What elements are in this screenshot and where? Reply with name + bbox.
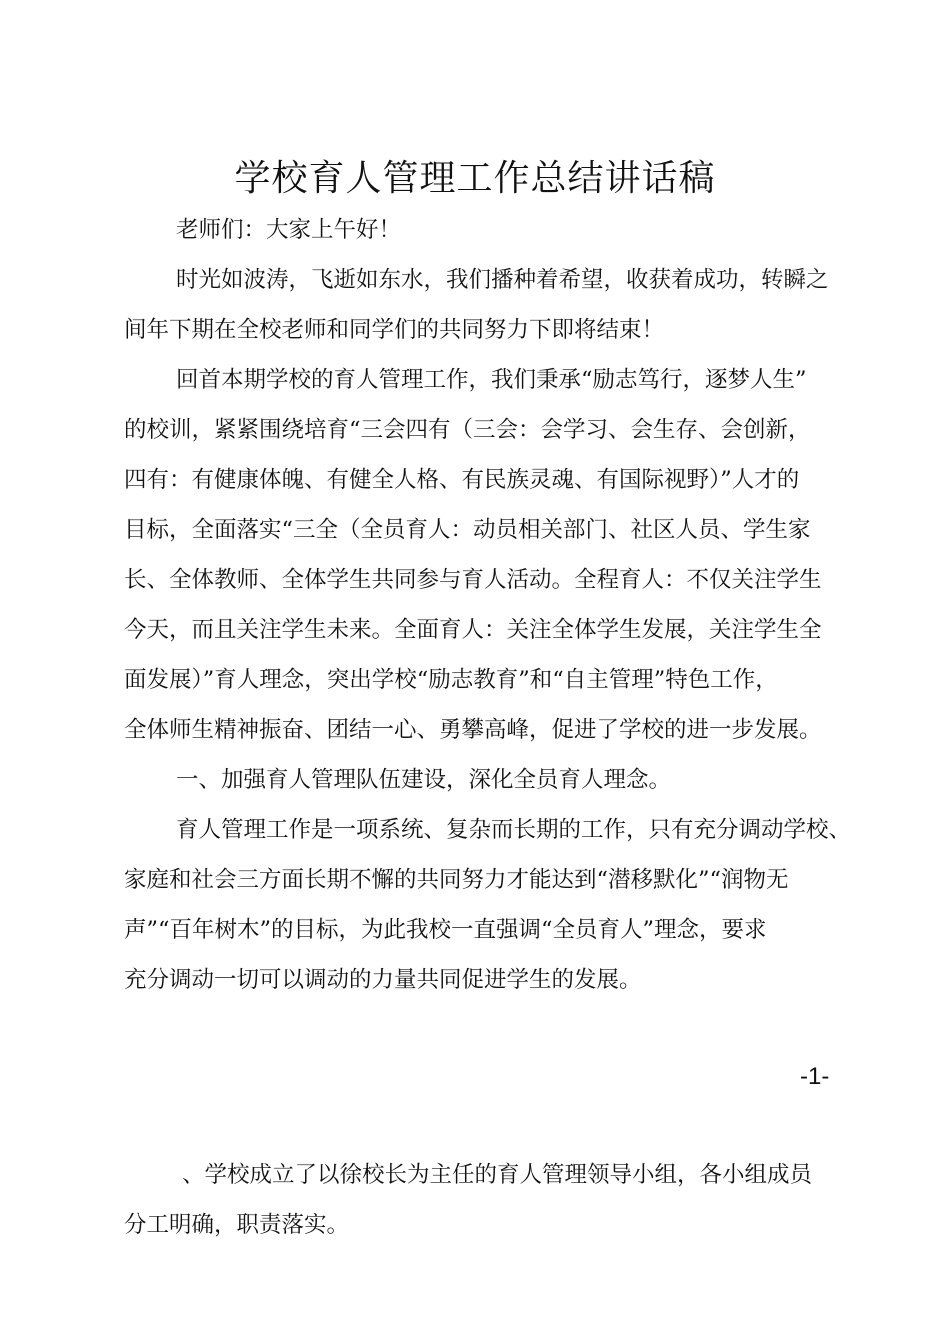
paragraph-2-line-2: 的校训，紧紧围绕培育“三会四有（三会：会学习、会生存、会创新， <box>124 417 811 443</box>
paragraph-2-line-3: 四有：有健康体魄、有健全人格、有民族灵魂、有国际视野）”人才的 <box>124 467 800 493</box>
greeting-line: 老师们：大家上午好！ <box>176 217 402 243</box>
paragraph-2-line-6: 今天，而且关注学生未来。全面育人：关注全体学生发展，关注学生全 <box>124 617 822 643</box>
document-title: 学校育人管理工作总结讲话稿 <box>234 158 716 199</box>
paragraph-2-line-8: 全体师生精神振奋、团结一心、勇攀高峰，促进了学校的进一步发展。 <box>124 717 822 743</box>
paragraph-3-line-3: 声”“百年树木”的目标，为此我校一直强调“全员育人”理念，要求 <box>124 917 767 943</box>
paragraph-4-line-1: 、学校成立了以徐校长为主任的育人管理领导小组，各小组成员 <box>182 1162 813 1188</box>
paragraph-3-line-2: 家庭和社会三方面长期不懈的共同努力才能达到“潜移默化”“润物无 <box>124 867 789 893</box>
section-heading-1: 一、加强育人管理队伍建设，深化全员育人理念。 <box>176 767 672 793</box>
paragraph-2-line-5: 长、全体教师、全体学生共同参与育人活动。全程育人：不仅关注学生 <box>124 567 822 593</box>
paragraph-2-line-4: 目标，全面落实“三全（全员育人：动员相关部门、社区人员、学生家 <box>124 517 811 543</box>
page-number: -1- <box>800 1063 830 1090</box>
paragraph-2-line-7: 面发展）”育人理念，突出学校“励志教育”和“自主管理”特色工作， <box>124 667 778 693</box>
paragraph-3-line-1: 育人管理工作是一项系统、复杂而长期的工作，只有充分调动学校、 <box>176 817 852 843</box>
paragraph-2-line-1: 回首本期学校的育人管理工作，我们秉承“励志笃行，逐梦人生” <box>176 367 807 393</box>
paragraph-1-line-1: 时光如波涛，飞逝如东水，我们播种着希望，收获着成功，转瞬之 <box>176 267 829 293</box>
paragraph-4-line-2: 分工明确，职责落实。 <box>124 1212 350 1238</box>
paragraph-3-line-4: 充分调动一切可以调动的力量共同促进学生的发展。 <box>124 967 642 993</box>
paragraph-1-line-2: 间年下期在全校老师和同学们的共同努力下即将结束！ <box>124 317 665 343</box>
